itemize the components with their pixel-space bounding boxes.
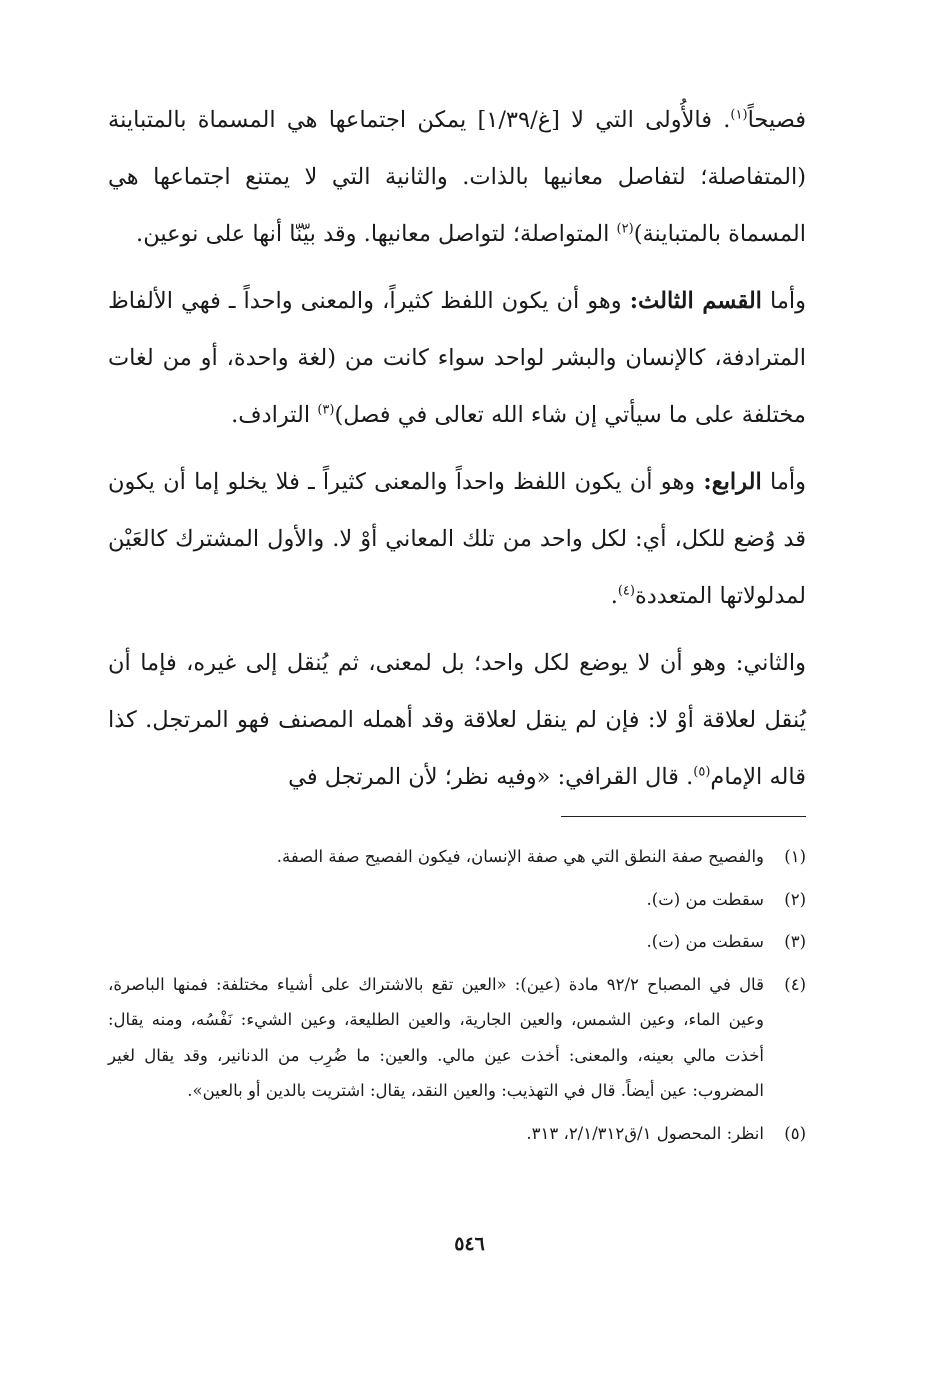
footnote-item xyxy=(108,882,806,918)
body-paragraph-2 xyxy=(108,273,806,444)
footnote-ref-2[interactable]: (٢) xyxy=(616,221,634,237)
paragraph-text: الترادف. xyxy=(231,402,318,428)
paragraph-text: فصيحاً xyxy=(747,107,806,133)
footnote-ref-3[interactable]: (٣) xyxy=(317,402,335,418)
section-heading-third: القسم الثالث: xyxy=(629,288,762,314)
footnote-number: (١) xyxy=(784,847,806,866)
footnote-ref-1[interactable]: (١) xyxy=(730,107,748,123)
page-content xyxy=(108,92,806,1158)
page-number: ٥٤٦ xyxy=(454,1233,485,1255)
paragraph-text: وأما xyxy=(761,469,806,495)
paragraph-text: . قال القرافي: «وفيه نظر؛ لأن المرتجل في xyxy=(288,764,694,790)
body-paragraph-3 xyxy=(108,454,806,625)
paragraph-text: . فالأُولى التي لا [غ/١/٣٩] يمكن اجتماعها هي المسماة بالمتباينة (المتفاصلة؛ لتفاصل معانيها بالذات. والثانية التي لا يمتنع اجتماعها هي المسماة بالمتباينة) xyxy=(108,107,806,247)
footnote-number: (٢) xyxy=(784,889,806,909)
section-heading-fourth: الرابع: xyxy=(703,469,762,495)
footnotes xyxy=(108,839,806,1151)
footnote-text: انظر: المحصول ١/ق٢/١/٣١٢، ٣١٣. xyxy=(526,1123,764,1143)
footnote-item xyxy=(108,1116,806,1152)
body-paragraph-4 xyxy=(108,635,806,806)
footnote-number: (٤) xyxy=(784,974,806,994)
footnote-item xyxy=(108,839,806,875)
footnote-number: (٣) xyxy=(784,932,806,951)
footnote-ref-4[interactable]: (٤) xyxy=(617,583,635,599)
footnote-number: (٥) xyxy=(784,1123,806,1143)
paragraph-text: وهو أن يكون اللفظ كثيراً، والمعنى واحداً ـ فهي الألفاظ المترادفة، كالإنسان والبشر لواحد سواء كانت من (لغة واحدة، أو من لغات مختلفة على ما سيأتي إن شاء الله تعالى في فصل) xyxy=(108,288,806,428)
footnote-text: والفصيح صفة النطق التي هي صفة الإنسان، فيكون الفصيح صفة الصفة. xyxy=(276,847,764,866)
footnote-item xyxy=(108,924,806,960)
paragraph-text: وأما xyxy=(761,288,807,314)
footnote-text: سقطت من (ت). xyxy=(646,889,764,909)
paragraph-text: والثاني: وهو أن لا يوضع لكل واحد؛ بل لمعنى، ثم يُنقل إلى غيره، فإما أن يُنقل لعلاقة أوْ لا: فإن لم ينقل لعلاقة وقد أهمله المصنف فهو المرتجل. كذا قاله الإمام xyxy=(108,650,806,790)
footnote-divider xyxy=(561,816,806,817)
paragraph-text: . xyxy=(610,583,618,609)
paragraph-text: المتواصلة؛ لتواصل معانيها. وقد بيّنّا أنها على نوعين. xyxy=(136,221,617,247)
footnote-item xyxy=(108,967,806,1109)
footnote-text: سقطت من (ت). xyxy=(646,932,764,951)
paragraph-text: وهو أن يكون اللفظ واحداً والمعنى كثيراً ـ فلا يخلو إما أن يكون قد وُضع للكل، أي: لكل واحد من تلك المعاني أوْ لا. والأول المشترك كالعَيْن لمدلولاتها المتعددة xyxy=(108,469,806,609)
body-paragraph-1 xyxy=(108,92,806,263)
footnote-text: قال في المصباح ٩٢/٢ مادة (عين): «العين تقع بالاشتراك على أشياء مختلفة: فمنها الباصرة، وعين الماء، وعين الشمس، والعين الجارية، والعين الطليعة، وعين الشيء: نَفْسُه، ومنه يقال: أخذت مالي بعينه، والمعنى: أخذت عين مالي. والعين: ما ضُرِب من الدنانير، وقد يقال لغير المضروب: عين أيضاً. قال في التهذيب: والعين النقد، يقال: اشتريت بالدين أو بالعين». xyxy=(108,974,764,1100)
footnote-ref-5[interactable]: (٥) xyxy=(693,764,711,780)
